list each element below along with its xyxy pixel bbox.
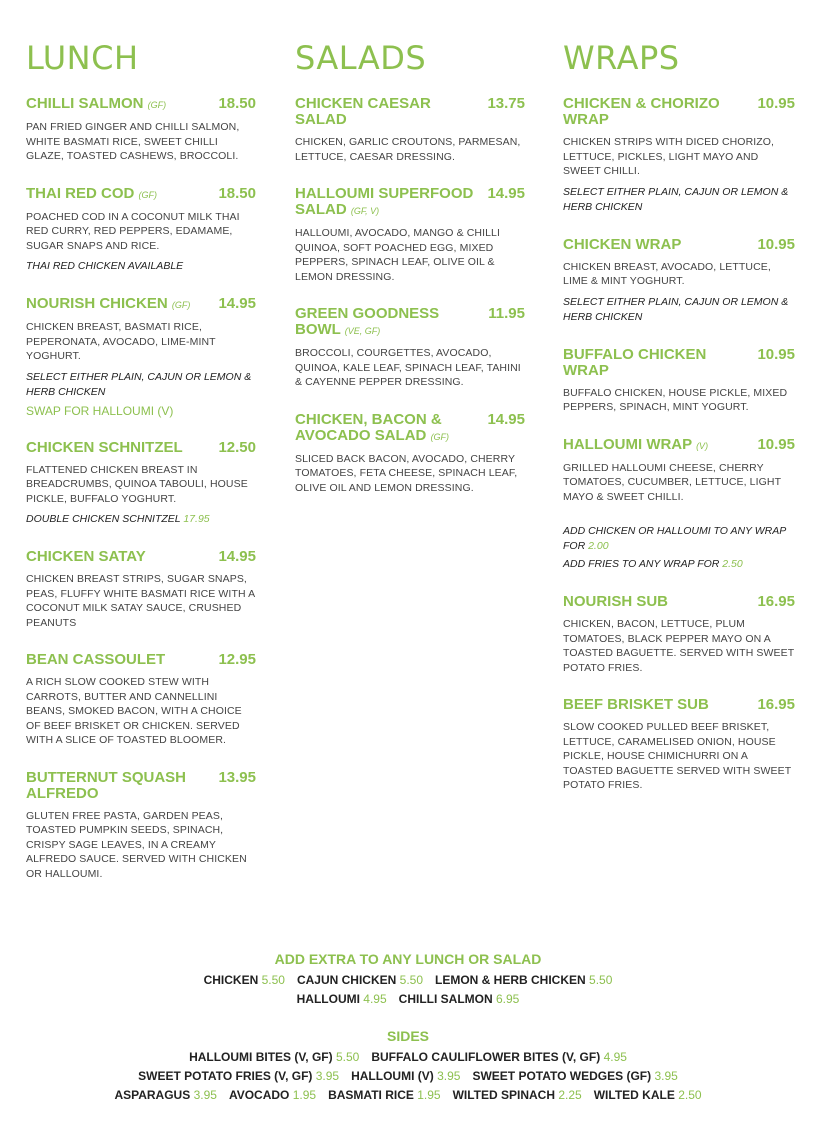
menu-item-description: HALLOUMI, AVOCADO, MANGO & CHILLI QUINOA, SOFT POACHED EGG, MIXED PEPPERS, SPINACH LEAF, OLIVE OIL & LEMON DRESSING. [295,227,500,283]
extra-item-name: CHICKEN [203,973,259,987]
menu-item-header [26,440,256,456]
menu-item-note [26,259,256,274]
menu-item [563,347,795,415]
menu-item [26,652,256,748]
menu-item [295,186,525,284]
menu-item-description: CHICKEN, BACON, LETTUCE, PLUM TOMATOES, BLACK PEPPER MAYO ON A TOASTED BAGUETTE. SERVED WITH SWEET POTATO FRIES. [563,618,795,674]
extra-item-price: 5.50 [261,973,285,987]
menu-item-name [295,306,480,339]
menu-item [26,770,256,882]
menu-item-title: NOURISH SUB [563,593,669,610]
menu-item-header [563,347,795,379]
extras-line [0,990,816,1009]
menu-item-name [26,770,210,802]
lunch-column [26,38,256,903]
menu-item-name [563,594,668,610]
menu-item-note-text: THAI RED CHICKEN AVAILABLE [26,260,184,272]
lunch-title: LUNCH [26,39,139,77]
menu-item-title: CHICKEN CAESAR SALAD [295,95,431,128]
menu-item-price: 12.50 [218,438,256,456]
menu-item-note [26,370,256,400]
menu-item-description: FLATTENED CHICKEN BREAST IN BREADCRUMBS, QUINOA TABOULI, HOUSE PICKLE, BUFFALO YOGHURT. [26,463,248,505]
extra-item [371,1050,627,1064]
menu-item-description: PAN FRIED GINGER AND CHILLI SALMON, WHITE BASMATI RICE, SWEET CHILLI GLAZE, TOASTED CASHEWS, BROCCOLI. [26,121,240,162]
extra-item-name: BASMATI RICE [328,1088,414,1102]
menu-item-price: 10.95 [757,235,795,253]
menu-item-note-text: SELECT EITHER PLAIN, CAJUN OR LEMON & HERB CHICKEN [563,185,789,213]
add-extra-title: ADD EXTRA TO ANY LUNCH OR SALAD [274,951,542,967]
extra-item-price: 1.95 [292,1088,317,1102]
menu-item [26,549,256,630]
extra-item [453,1088,582,1102]
extra-item-name: HALLOUMI BITES (V, GF) [189,1050,333,1064]
wraps-column [563,38,795,815]
add-extra-lines [0,971,816,1009]
menu-item [563,594,795,675]
menu-item-description: POACHED COD IN A COCONUT MILK THAI RED CURRY, RED PEPPERS, EDAMAME, SUGAR SNAPS AND RICE. [26,210,240,252]
extra-item-price: 5.50 [399,973,424,987]
menu-item-name [26,440,183,456]
extra-item-price: 3.95 [437,1069,461,1083]
menu-item-price: 13.75 [487,95,525,112]
salads-items [295,96,525,495]
menu-item [563,437,795,505]
extra-item-price: 3.95 [315,1069,340,1083]
menu-item-description: BROCCOLI, COURGETTES, AVOCADO, QUINOA, KALE LEAF, SPINACH LEAF, TAHINI & CAYENNE PEPPER DRESSING. [295,347,521,388]
menu-item-title: CHICKEN, BACON & AVOCADO SALAD [295,410,442,444]
menu-item-name [26,96,166,113]
salads-column [295,38,525,517]
extra-item-price: 1.95 [417,1088,441,1102]
extra-item-name: WILTED KALE [593,1088,675,1102]
menu-item-header [563,237,795,253]
menu-item-price: 10.95 [757,95,795,112]
menu-item-price: 11.95 [488,305,525,322]
wrap-extra-note: ADD FRIES TO ANY WRAP FOR 2.50 [563,558,743,570]
extra-item [229,1088,316,1102]
menu-item-price: 12.95 [218,651,256,668]
extras-line [0,1067,816,1086]
menu-item-description: A RICH SLOW COOKED STEW WITH CARROTS, BUTTER AND CANNELLINI BEANS, SMOKED BACON, WITH A CHOICE OF BEEF BRISKET OR CHICKEN. SERVED WITH A SLICE OF TOASTED BLOOMER. [26,676,242,746]
wraps-title: WRAPS [563,39,680,77]
add-extra-section [0,951,816,1009]
menu-item-price: 14.95 [218,548,256,565]
menu-item-note [563,185,795,215]
extra-item [328,1088,440,1102]
menu-item-note-text: SELECT EITHER PLAIN, CAJUN OR LEMON & HERB CHICKEN [563,295,789,323]
menu-item-description: GLUTEN FREE PASTA, GARDEN PEAS, TOASTED PUMPKIN SEEDS, SPINACH, CRISPY SAGE LEAVES, IN A CREAMY ALFREDO SAUCE. SERVED WITH CHICKEN OR HALLOUMI. [26,809,247,880]
salads-title: SALADS [295,39,427,77]
extra-item-price: 6.95 [496,992,520,1006]
menu-item-title: BEEF BRISKET SUB [563,696,709,713]
menu-item-description: CHICKEN BREAST, BASMATI RICE, PEPERONATA, AVOCADO, LIME-MINT YOGHURT. [26,321,216,362]
menu-item-title: CHICKEN WRAP [563,235,682,253]
menu-item-header [295,96,525,128]
menu-item-note-text: DOUBLE CHICKEN SCHNITZEL [26,513,181,525]
lunch-items [26,96,256,881]
menu-item-title: CHICKEN & CHORIZO WRAP [563,95,720,128]
menu-item [563,697,795,793]
extra-item [435,973,612,987]
menu-item-title: CHILLI SALMON [26,95,144,112]
menu-item-title: BEAN CASSOULET [26,651,166,668]
menu-item [26,186,256,275]
menu-item-price: 14.95 [218,295,256,312]
menu-item-title: THAI RED COD [26,184,135,202]
menu-item-price: 16.95 [757,593,795,610]
menu-item-price: 13.95 [218,768,256,786]
menu-item-price: 10.95 [757,435,795,453]
menu-item-header [26,652,256,668]
wrap-extra-note: ADD CHICKEN OR HALLOUMI TO ANY WRAP FOR 2.00 [563,525,786,552]
extra-item-name: HALLOUMI (V) [351,1069,434,1083]
menu-item-title: HALLOUMI SUPERFOOD SALAD [295,185,474,218]
menu-item-title: GREEN GOODNESS BOWL [295,305,440,338]
dietary-tag: (V) [696,440,709,451]
menu-item-name [563,237,681,253]
menu-item-header [295,186,525,219]
menu-item-header [26,296,256,313]
wrap-extra-price: 2.50 [722,558,743,570]
menu-item-price: 18.50 [218,95,256,112]
menu-item-header [563,594,795,610]
menu-item [563,237,795,325]
menu-item-description: CHICKEN BREAST, AVOCADO, LETTUCE, LIME & MINT YOGHURT. [563,260,771,287]
sides-title: SIDES [386,1028,429,1044]
extra-item [138,1069,339,1083]
menu-item-name [563,697,709,713]
extra-item-name: AVOCADO [228,1088,290,1102]
wraps-items-a [563,96,795,504]
extra-item [351,1069,460,1083]
menu-item-price: 16.95 [757,696,795,713]
extras-line [0,1086,816,1105]
menu-item [26,440,256,528]
dietary-tag: (GF) [147,100,167,110]
menu-item-description: CHICKEN BREAST STRIPS, SUGAR SNAPS, PEAS, FLUFFY WHITE BASMATI RICE WITH A COCONUT MILK SATAY SAUCE, CRUSHED PEANUTS [26,573,255,629]
menu-item-price: 18.50 [218,184,256,202]
menu-item-title: CHICKEN SATAY [26,548,146,565]
extra-item [297,992,387,1006]
wrap-extra-price: 2.00 [588,540,609,552]
extra-item-name: LEMON & HERB CHICKEN [435,973,586,987]
sides-lines [0,1048,816,1105]
wrap-extras [563,524,795,572]
menu-item-header [26,549,256,565]
menu-item-name [563,347,749,379]
menu-item-description: CHICKEN, GARLIC CROUTONS, PARMESAN, LETTUCE, CAESAR DRESSING. [295,136,521,163]
menu-item-description: SLICED BACK BACON, AVOCADO, CHERRY TOMATOES, FETA CHEESE, SPINACH LEAF, OLIVE OIL AND LEMON DRESSING. [295,452,518,494]
menu-item-header [26,770,256,802]
menu-item-header [563,437,795,454]
extra-item-price: 4.95 [363,992,387,1006]
extra-item-price: 5.50 [589,973,613,987]
menu-item-name [26,186,157,203]
menu-item-header [26,186,256,203]
menu-item-note-text: SELECT EITHER PLAIN, CAJUN OR LEMON & HERB CHICKEN [26,370,252,398]
menu-item-title: NOURISH CHICKEN [26,295,168,312]
extra-item [204,973,285,987]
extra-item-name: WILTED SPINACH [452,1088,556,1102]
extras-line [0,1048,816,1067]
extra-item [472,1069,677,1083]
dietary-tag: (GF) [138,189,158,200]
extra-item-price: 2.50 [678,1088,702,1102]
dietary-tag: (GF) [430,431,450,442]
menu-item-title: BUFFALO CHICKEN WRAP [563,345,707,379]
extra-item [399,992,520,1006]
dietary-tag: (GF, V) [350,206,380,216]
menu-item [26,296,256,418]
menu-item-swap: SWAP FOR HALLOUMI (V) [26,403,174,418]
menu-item-name [295,96,479,128]
dietary-tag: (GF) [171,300,191,310]
menu-item [295,412,525,496]
menu-item-title: HALLOUMI WRAP [563,435,692,453]
extra-item-price: 3.95 [654,1069,678,1083]
menu-item-header [26,96,256,113]
wraps-items-b [563,594,795,793]
menu-item-note [26,512,256,527]
extra-item-price: 5.50 [335,1050,360,1064]
menu-item-price: 10.95 [757,345,795,363]
menu-item-name [563,437,708,454]
extra-item-name: CAJUN CHICKEN [296,973,397,987]
extra-item [594,1088,702,1102]
menu-item-name [26,652,165,668]
menu-item-title: BUTTERNUT SQUASH ALFREDO [26,768,186,802]
extra-item-name: CHILLI SALMON [398,992,493,1006]
extra-item-name: ASPARAGUS [114,1088,191,1102]
menu-item-price: 14.95 [487,410,525,428]
menu-item-name [26,549,146,565]
extras-line [0,971,816,990]
menu-item-note-price: 17.95 [183,513,210,525]
menu-item-name [295,412,479,445]
menu-item-header [295,412,525,445]
menu-item-description: SLOW COOKED PULLED BEEF BRISKET, LETTUCE, CARAMELISED ONION, HOUSE PICKLE, HOUSE CHIMICHURRI ON A TOASTED BAGUETTE SERVED WITH SWEET POTATO FRIES. [563,721,792,791]
menu-item-description: BUFFALO CHICKEN, HOUSE PICKLE, MIXED PEPPERS, SPINACH, MINT YOGURT. [563,386,788,413]
menu-item [26,96,256,164]
extra-item-price: 2.25 [558,1088,582,1102]
menu-item-name [563,96,749,128]
extra-item [114,1088,217,1102]
extra-item-price: 4.95 [603,1050,627,1064]
extra-item-name: SWEET POTATO WEDGES (GF) [472,1069,652,1083]
menu-item [563,96,795,215]
menu-item-description: GRILLED HALLOUMI CHEESE, CHERRY TOMATOES, CUCUMBER, LETTUCE, LIGHT MAYO & SWEET CHILLI. [563,461,781,503]
menu-item-title: CHICKEN SCHNITZEL [26,438,183,456]
menu-item-header [563,697,795,713]
menu-item-header [295,306,525,339]
dietary-tag: (VE, GF) [344,326,381,336]
menu-item-description: CHICKEN STRIPS WITH DICED CHORIZO, LETTUCE, PICKLES, LIGHT MAYO AND SWEET CHILLI. [563,136,775,177]
extra-item-price: 3.95 [193,1088,217,1102]
menu-item-note [563,295,795,325]
menu-item-name [26,296,190,313]
extra-item-name: HALLOUMI [296,992,360,1006]
extra-item-name: BUFFALO CAULIFLOWER BITES (V, GF) [371,1050,601,1064]
menu-item-price: 14.95 [487,185,525,202]
menu-item [295,96,525,164]
menu-item-header [563,96,795,128]
sides-section [0,1028,816,1105]
extra-item [297,973,423,987]
extra-item [189,1050,359,1064]
extra-item-name: SWEET POTATO FRIES (V, GF) [138,1069,313,1083]
menu-item [295,306,525,390]
menu-item-name [295,186,479,219]
